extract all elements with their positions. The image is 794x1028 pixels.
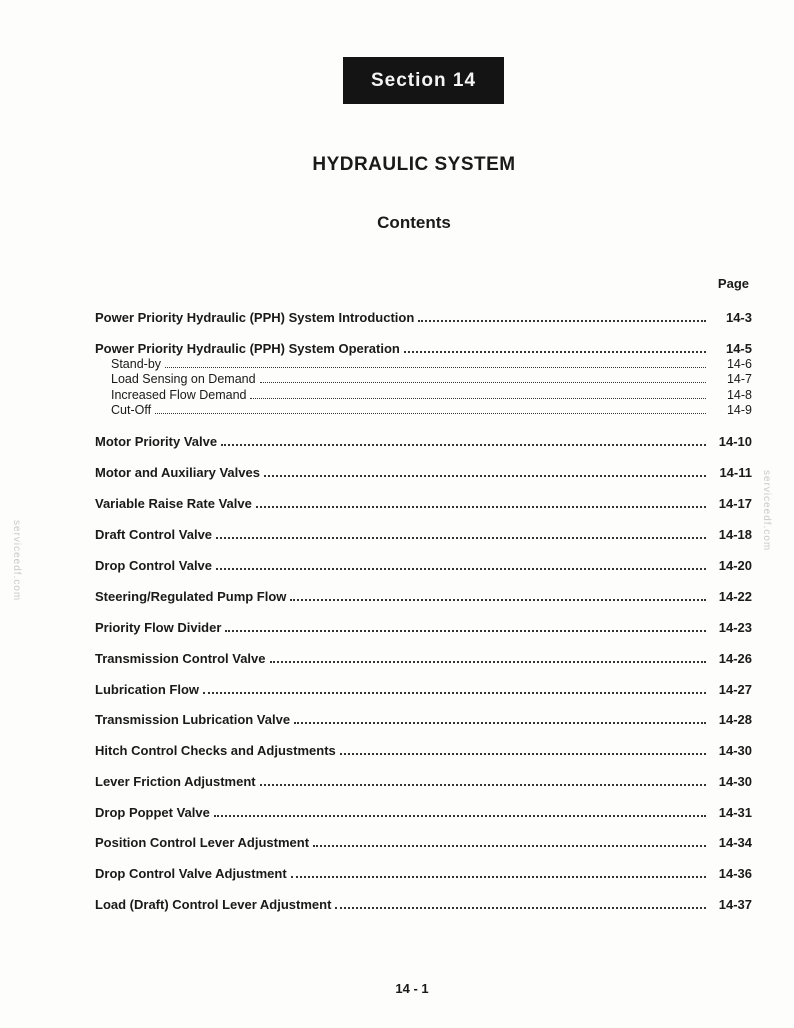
toc-entry[interactable] — [95, 831, 752, 850]
toc-entry-page: 14-10 — [718, 434, 752, 449]
toc-entry-title: Draft Control Valve — [95, 527, 213, 542]
toc-entry[interactable] — [95, 616, 752, 635]
toc-entry-page: 14-36 — [718, 866, 752, 881]
leader-dots — [214, 801, 706, 817]
leader-dots — [221, 430, 706, 446]
leader-dots — [216, 554, 706, 570]
toc-entry-page: 14-30 — [718, 774, 752, 789]
toc-subentry[interactable] — [111, 399, 752, 417]
toc-entry-page: 14-26 — [718, 651, 752, 666]
leader-dots — [340, 739, 706, 755]
toc-entry-page: 14-20 — [718, 558, 752, 573]
toc-entry-title: Load (Draft) Control Lever Adjustment — [95, 897, 332, 912]
toc-subentry-page: 14-8 — [726, 388, 752, 402]
toc-entry[interactable] — [95, 862, 752, 881]
toc-entry-title: Drop Control Valve Adjustment — [95, 866, 287, 881]
page-title: HYDRAULIC SYSTEM — [312, 154, 516, 175]
toc-entry-title: Transmission Lubrication Valve — [95, 712, 291, 727]
toc-entry-title: Hitch Control Checks and Adjustments — [95, 743, 336, 758]
watermark-right: serviceedf.com — [761, 470, 772, 552]
section-badge — [343, 57, 504, 104]
toc-entry[interactable] — [95, 585, 752, 604]
toc-entry-page: 14-3 — [725, 310, 752, 325]
toc-entry[interactable] — [95, 893, 752, 912]
leader-dots — [294, 708, 706, 724]
toc-entry-page: 14-17 — [718, 496, 752, 511]
toc-subentry-page: 14-9 — [726, 403, 752, 417]
leader-dots — [203, 678, 706, 694]
leader-dots — [264, 461, 706, 477]
leader-dots — [256, 492, 706, 508]
leader-dots — [250, 384, 706, 399]
toc-subentry-title: Cut-Off — [111, 403, 152, 417]
leader-dots — [165, 353, 706, 368]
toc-entry-title: Lever Friction Adjustment — [95, 774, 256, 789]
toc-entry-title: Variable Raise Rate Valve — [95, 496, 252, 511]
page-number: 14 - 1 — [395, 981, 429, 996]
toc-entry-page: 14-18 — [718, 527, 752, 542]
toc-entry-title: Lubrication Flow — [95, 682, 199, 697]
toc-entry-page: 14-11 — [719, 465, 752, 480]
toc-entry[interactable] — [95, 492, 752, 511]
toc-entry-title: Drop Poppet Valve — [95, 805, 210, 820]
toc-entry[interactable] — [95, 523, 752, 542]
toc-entry[interactable] — [95, 461, 752, 480]
toc-entry-title: Power Priority Hydraulic (PPH) System Introduction — [95, 310, 415, 325]
section-label: Section 14 — [370, 69, 477, 91]
leader-dots — [404, 337, 706, 353]
watermark-left: serviceedf.com — [11, 520, 22, 602]
toc-subentry-title: Load Sensing on Demand — [111, 372, 256, 386]
leader-dots — [225, 616, 706, 632]
toc-entry-title: Motor and Auxiliary Valves — [95, 465, 260, 480]
toc-entry-page: 14-22 — [718, 589, 752, 604]
leader-dots — [313, 831, 706, 847]
leader-dots — [155, 399, 706, 414]
leader-dots — [260, 770, 706, 786]
contents-heading: Contents — [377, 213, 451, 232]
toc-entry-title: Steering/Regulated Pump Flow — [95, 589, 287, 604]
toc-subentry-page: 14-6 — [726, 357, 752, 371]
toc-subentry-title: Increased Flow Demand — [111, 388, 247, 402]
leader-dots — [260, 368, 706, 383]
toc-entry[interactable] — [95, 647, 752, 666]
toc-entry-page: 14-31 — [718, 805, 752, 820]
toc-entry-page: 14-37 — [718, 897, 752, 912]
toc-entry[interactable] — [95, 739, 752, 758]
toc-entry-page: 14-27 — [718, 682, 752, 697]
leader-dots — [291, 862, 706, 878]
page-column-label: Page — [717, 276, 749, 291]
toc-entry-title: Drop Control Valve — [95, 558, 213, 573]
toc-entry-title: Transmission Control Valve — [95, 651, 266, 666]
toc-entry[interactable] — [95, 801, 752, 820]
toc-entry-page: 14-5 — [725, 341, 752, 356]
toc-entry[interactable] — [95, 554, 752, 573]
toc-entry[interactable] — [95, 678, 752, 697]
toc-entry-page: 14-34 — [718, 835, 752, 850]
toc-entry[interactable] — [95, 430, 752, 449]
toc-entry[interactable] — [95, 306, 752, 325]
toc-subentry-title: Stand-by — [111, 357, 162, 371]
leader-dots — [270, 647, 707, 663]
leader-dots — [418, 306, 706, 322]
toc-entry-title: Priority Flow Divider — [95, 620, 222, 635]
toc-entry[interactable] — [95, 708, 752, 727]
leader-dots — [216, 523, 706, 539]
toc-entry[interactable] — [95, 770, 752, 789]
leader-dots — [335, 893, 706, 909]
toc-entry-title: Position Control Lever Adjustment — [95, 835, 310, 850]
toc-entry-page: 14-30 — [718, 743, 752, 758]
toc-subentry-page: 14-7 — [726, 372, 752, 386]
toc-entry-title: Power Priority Hydraulic (PPH) System Operation — [95, 341, 400, 356]
toc-entry-page: 14-23 — [718, 620, 752, 635]
leader-dots — [290, 585, 706, 601]
toc-entry-title: Motor Priority Valve — [95, 434, 218, 449]
toc-entry-page: 14-28 — [718, 712, 752, 727]
